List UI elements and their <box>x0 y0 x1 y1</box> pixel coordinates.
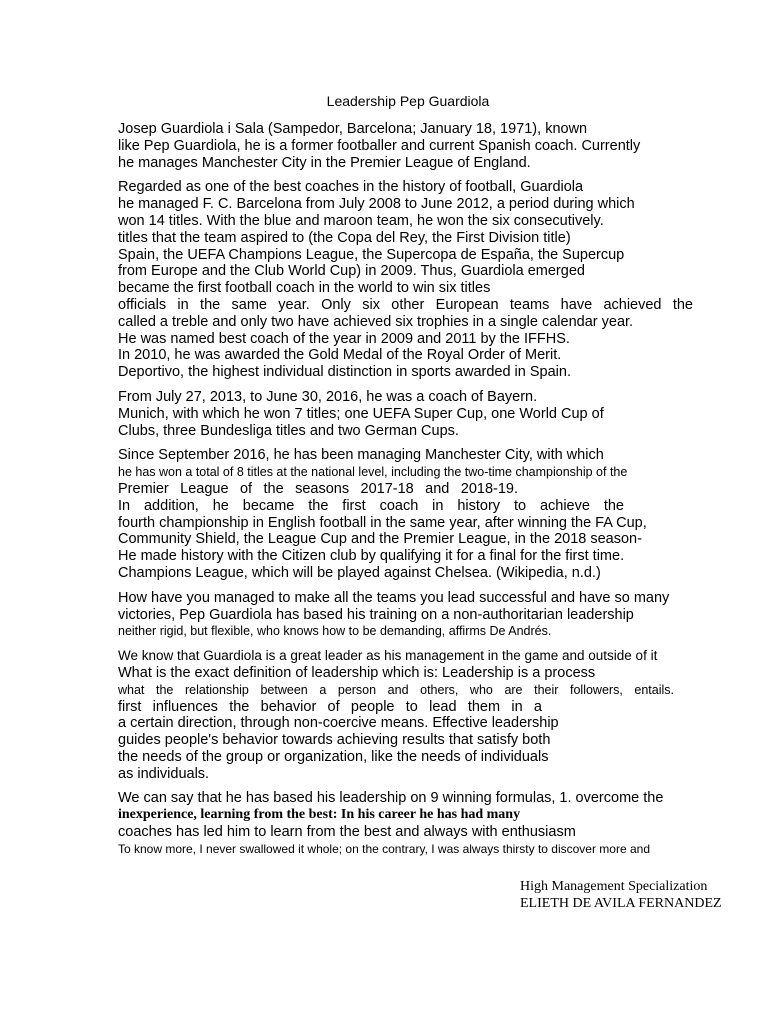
paragraph-3 <box>118 389 693 439</box>
text-line: as individuals. <box>118 765 210 782</box>
signature-name: ELIETH DE AVILA FERNANDEZ <box>520 896 722 911</box>
text-line: Since September 2016, he has been managing Manchester City, with which <box>118 447 604 464</box>
text-line: a certain direction, through non-coercive means. Effective leadership <box>118 715 559 732</box>
text-line: How have you managed to make all the teams you lead successful and have so many <box>118 589 670 606</box>
text-line: coaches has led him to learn from the best and always with enthusiasm <box>118 824 576 841</box>
paragraph-4 <box>118 447 693 581</box>
text-line: Deportivo, the highest individual distinction in sports awarded in Spain. <box>118 364 571 381</box>
text-line: Clubs, three Bundesliga titles and two German Cups. <box>118 422 459 439</box>
text-line: In addition, he became the first coach in history to achieve the <box>118 497 624 514</box>
paragraph-7 <box>118 790 693 857</box>
text-line: called a treble and only two have achieved six trophies in a single calendar year. <box>118 313 634 330</box>
text-line: titles that the team aspired to (the Copa del Rey, the First Division title) <box>118 229 571 246</box>
text-line: won 14 titles. With the blue and maroon team, he won the six consecutively. <box>118 212 604 229</box>
text-line: From July 27, 2013, to June 30, 2016, he was a coach of Bayern. <box>118 388 538 405</box>
text-line: In 2010, he was awarded the Gold Medal of the Royal Order of Merit. <box>118 347 562 364</box>
text-line: first influences the behavior of people to lead them in a <box>118 698 542 715</box>
document-title: Leadership Pep Guardiola <box>326 93 490 109</box>
document-body <box>118 121 693 866</box>
text-line: He made history with the Citizen club by qualifying it for a final for the first time. <box>118 548 625 565</box>
text-line: To know more, I never swallowed it whole; on the contrary, I was always thirsty to discover more and <box>118 841 651 856</box>
text-line: what the relationship between a person and others, who are their followers, entails. <box>118 682 674 697</box>
text-line: Champions League, which will be played against Chelsea. (Wikipedia, n.d.) <box>118 564 601 581</box>
paragraph-5 <box>118 590 693 640</box>
text-line: He was named best coach of the year in 2009 and 2011 by the IFFHS. <box>118 330 570 347</box>
text-line: inexperience, learning from the best: In his career he has had many <box>118 807 521 823</box>
text-line: Community Shield, the League Cup and the Premier League, in the 2018 season- <box>118 531 642 548</box>
text-line: like Pep Guardiola, he is a former footballer and current Spanish coach. Currently <box>118 137 641 154</box>
text-line: became the first football coach in the world to win six titles <box>118 280 491 297</box>
text-line: We can say that he has based his leadership on 9 winning formulas, 1. overcome the <box>118 790 664 807</box>
text-line: We know that Guardiola is a great leader as his management in the game and outside of it <box>118 648 658 664</box>
text-line: What is the exact definition of leadership which is: Leadership is a process <box>118 664 596 681</box>
paragraph-1 <box>118 121 693 171</box>
text-line: he has won a total of 8 titles at the national level, including the two-time championship of the <box>118 465 628 480</box>
paragraph-6 <box>118 648 693 782</box>
text-line: from Europe and the Club World Cup) in 2009. Thus, Guardiola emerged <box>118 263 585 280</box>
text-line: officials in the same year. Only six other European teams have achieved the <box>118 296 693 313</box>
text-line: guides people's behavior towards achieving results that satisfy both <box>118 732 551 749</box>
text-line: Regarded as one of the best coaches in the history of football, Guardiola <box>118 179 584 196</box>
text-line: the needs of the group or organization, like the needs of individuals <box>118 748 549 765</box>
paragraph-2 <box>118 179 693 381</box>
signature-block <box>520 878 722 912</box>
text-line: Premier League of the seasons 2017-18 and 2018-19. <box>118 480 518 497</box>
text-line: neither rigid, but flexible, who knows how to be demanding, affirms De Andrés. <box>118 624 552 639</box>
signature-title: High Management Specialization <box>520 879 708 894</box>
text-line: Josep Guardiola i Sala (Sampedor, Barcelona; January 18, 1971), known <box>118 121 588 137</box>
text-line: Munich, with which he won 7 titles; one UEFA Super Cup, one World Cup of <box>118 405 604 422</box>
text-line: he managed F. C. Barcelona from July 2008 to June 2012, a period during which <box>118 196 635 213</box>
text-line: he manages Manchester City in the Premier League of England. <box>118 154 531 171</box>
text-line: victories, Pep Guardiola has based his training on a non-authoritarian leadership <box>118 606 634 623</box>
text-line: Spain, the UEFA Champions League, the Supercopa de España, the Supercup <box>118 246 625 263</box>
text-line: fourth championship in English football in the same year, after winning the FA Cup, <box>118 514 647 531</box>
